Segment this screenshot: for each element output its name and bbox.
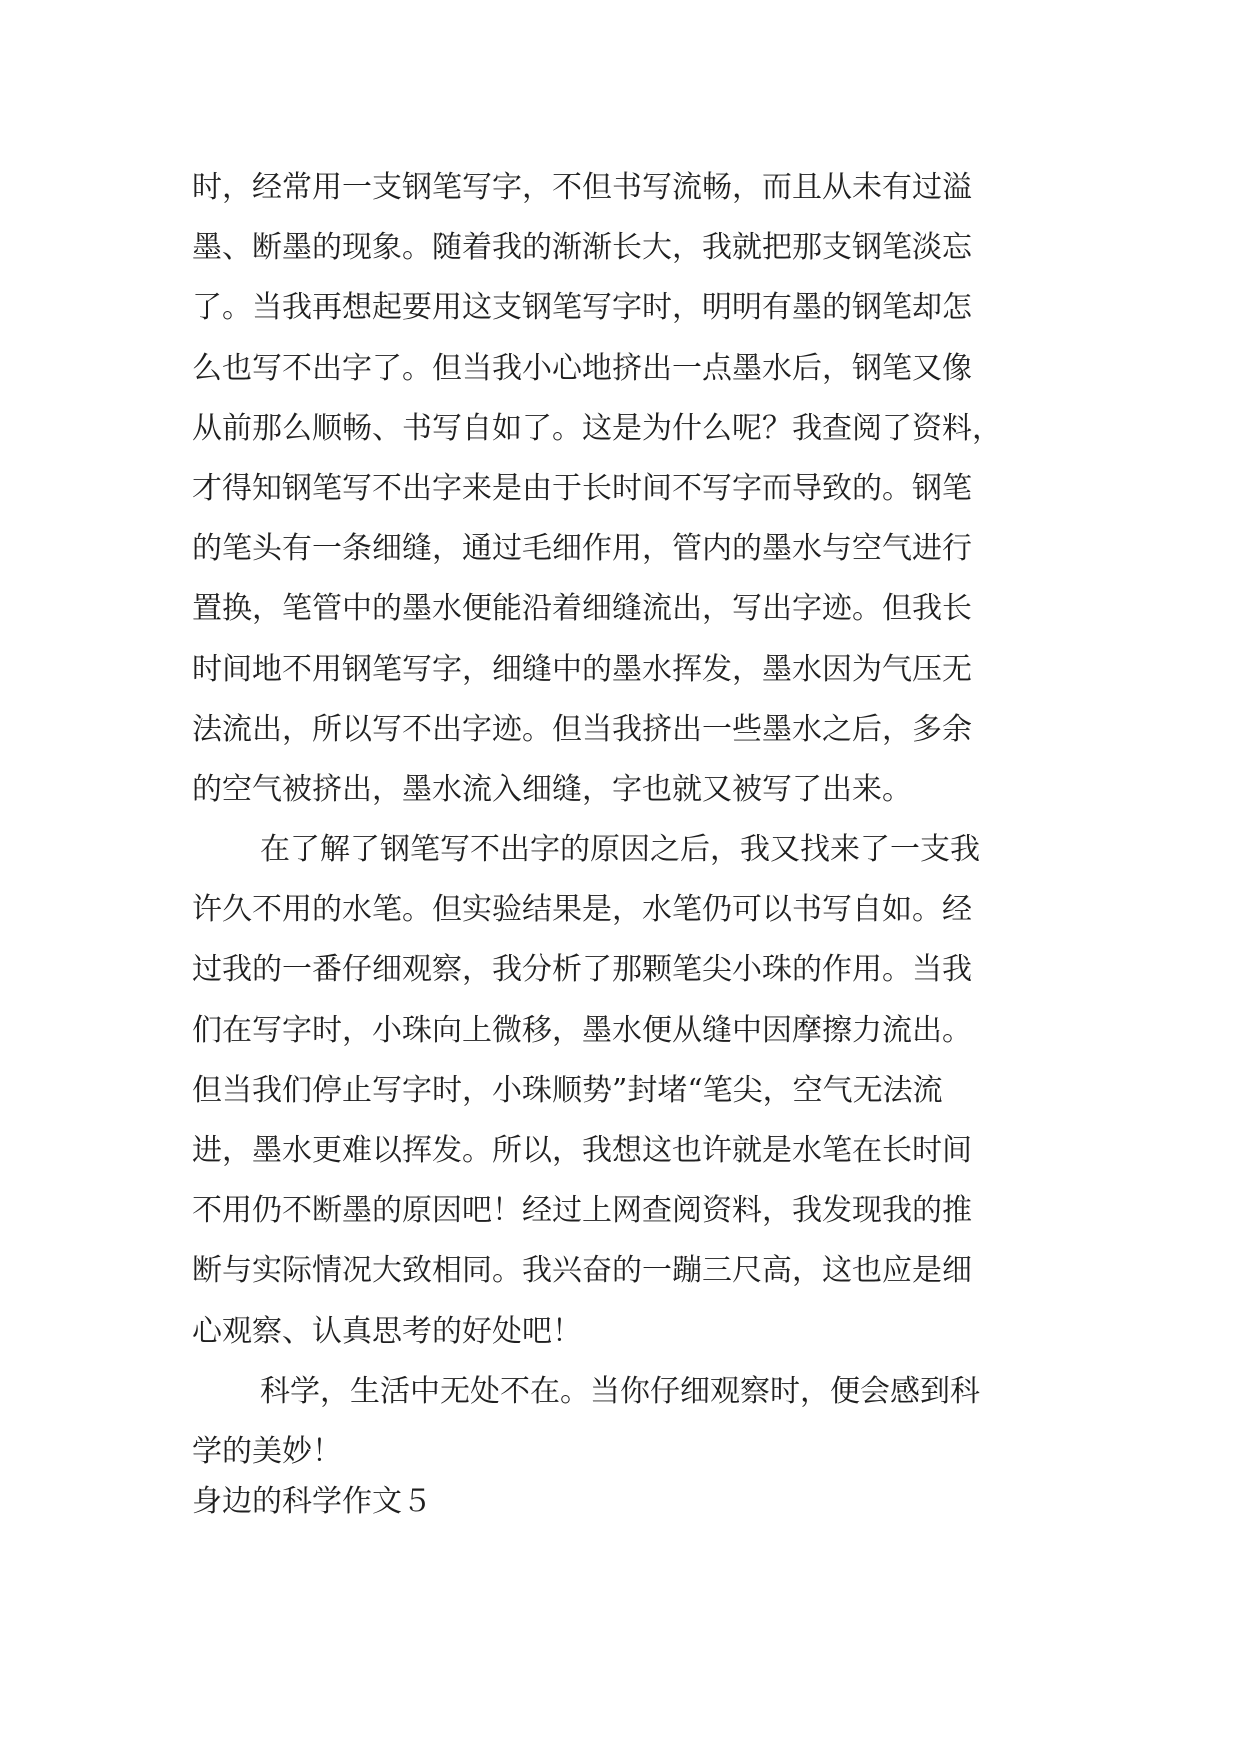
paragraph-line: 科学，生活中无处不在。当你仔细观察时，便会感到科 [260, 1373, 980, 1409]
paragraph-line: 心观察、认真思考的好处吧！ [192, 1313, 582, 1349]
paragraph-line: 断与实际情况大致相同。我兴奋的一蹦三尺高，这也应是细 [192, 1253, 972, 1289]
paragraph-line: 置换，笔管中的墨水便能沿着细缝流出，写出字迹。但我长 [192, 591, 972, 627]
paragraph-line: 许久不用的水笔。但实验结果是，水笔仍可以书写自如。经 [192, 892, 972, 928]
essay-title: 身边的科学作文５ [192, 1484, 432, 1519]
paragraph-line: 学的美妙！ [192, 1433, 342, 1469]
paragraph-line: 墨、断墨的现象。随着我的渐渐长大，我就把那支钢笔淡忘 [192, 230, 972, 266]
paragraph-line: 们在写字时，小珠向上微移，墨水便从缝中因摩擦力流出。 [192, 1012, 972, 1048]
paragraph-line: 在了解了钢笔写不出字的原因之后，我又找来了一支我 [260, 832, 980, 868]
paragraph-line: 法流出，所以写不出字迹。但当我挤出一些墨水之后，多余 [192, 711, 972, 747]
paragraph-line: 进，墨水更难以挥发。所以，我想这也许就是水笔在长时间 [192, 1133, 972, 1168]
paragraph-line: 的空气被挤出，墨水流入细缝，字也就又被写了出来。 [192, 771, 912, 807]
paragraph-line: 了。当我再想起要用这支钢笔写字时，明明有墨的钢笔却怎 [192, 290, 972, 326]
paragraph-line: 从前那么顺畅、书写自如了。这是为什么呢？我查阅了资料， [192, 410, 1002, 446]
paragraph-line: 时，经常用一支钢笔写字，不但书写流畅，而且从未有过溢 [192, 170, 972, 205]
paragraph-line: 才得知钢笔写不出字来是由于长时间不写字而导致的。钢笔 [192, 470, 972, 506]
paragraph-line: 的笔头有一条细缝，通过毛细作用，管内的墨水与空气进行 [192, 531, 972, 567]
paragraph-line: 时间地不用钢笔写字，细缝中的墨水挥发，墨水因为气压无 [192, 651, 972, 687]
paragraph-line: 么也写不出字了。但当我小心地挤出一点墨水后，钢笔又像 [192, 350, 972, 386]
paragraph-line: 不用仍不断墨的原因吧！经过上网查阅资料，我发现我的推 [192, 1193, 972, 1229]
paragraph-line: 但当我们停止写字时，小珠顺势”封堵“笔尖，空气无法流 [192, 1072, 943, 1108]
paragraph-line: 过我的一番仔细观察，我分析了那颗笔尖小珠的作用。当我 [192, 952, 972, 988]
essay-body [192, 158, 1062, 1482]
